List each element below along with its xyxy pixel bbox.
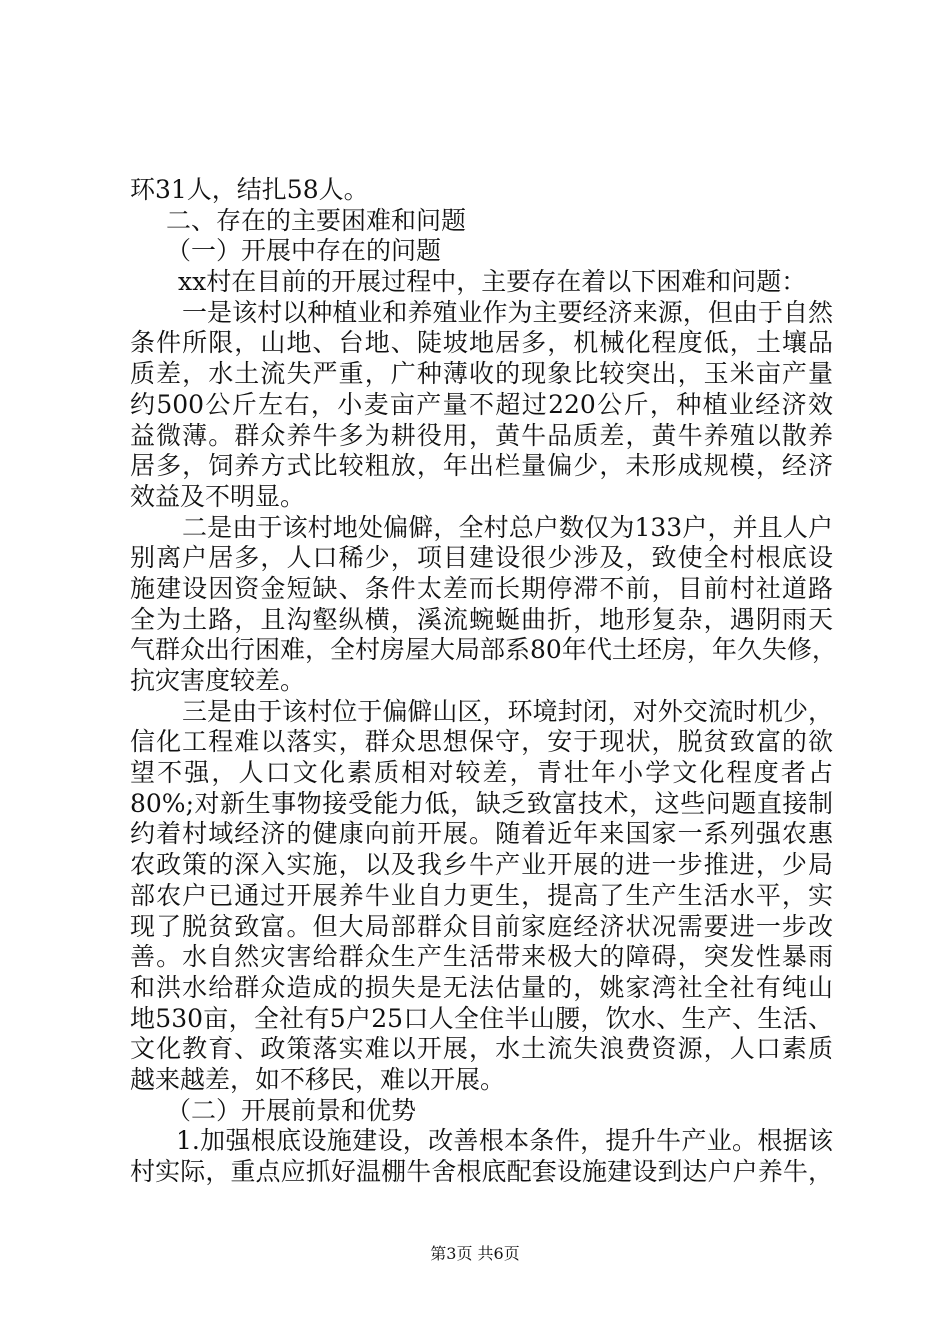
paragraph-line: 施建设因资金短缺、条件太差而长期停滞不前，目前村社道路 xyxy=(130,573,833,603)
problem-2-paragraph xyxy=(130,512,837,697)
paragraph-line: 善。水自然灾害给群众生产生活带来极大的障碍，突发性暴雨 xyxy=(130,942,833,972)
paragraph-line: 别离户居多，人口稀少，项目建设很少涉及，致使全村根底设 xyxy=(130,543,833,573)
paragraph-line: 三是由于该村位于偏僻山区，环境封闭，对外交流时机少， xyxy=(182,696,833,726)
paragraph-line: 环31人，结扎58人。 xyxy=(130,175,369,204)
paragraph-line: 信化工程难以落实，群众思想保守，安于现状，脱贫致富的欲 xyxy=(130,727,833,757)
advantage-1-paragraph xyxy=(130,1126,833,1187)
section-heading-text: 二、存在的主要困难和问题 xyxy=(166,205,467,235)
paragraph-line: 居多，饲养方式比较粗放，年出栏量偏少，未形成规模，经济 xyxy=(130,451,833,481)
paragraph-line: 条件所限，山地、台地、陡坡地居多，机械化程度低，土壤品 xyxy=(130,328,833,358)
paragraph-line: 农政策的深入实施，以及我乡牛产业开展的进一步推进，少局 xyxy=(130,850,833,880)
paragraph-line: 和洪水给群众造成的损失是无法估量的，姚家湾社全社有纯山 xyxy=(130,972,833,1002)
paragraph-line: 约着村域经济的健康向前开展。随着近年来国家一系列强农惠 xyxy=(130,819,833,849)
paragraph-line: 约500公斤左右，小麦亩产量不超过220公斤，种植业经济效 xyxy=(130,389,833,419)
paragraph-line: 地530亩，全社有5户25口人全住半山腰，饮水、生产、生活、 xyxy=(130,1003,833,1033)
subsection-2-heading-text: （二）开展前景和优势 xyxy=(166,1095,417,1125)
paragraph-line: 现了脱贫致富。但大局部群众目前家庭经济状况需要进一步改 xyxy=(130,911,833,941)
paragraph-line: 望不强，人口文化素质相对较差，青壮年小学文化程度者占 xyxy=(130,758,833,788)
page-number-label: 第3页 共6页 xyxy=(430,1244,520,1263)
paragraph-line: 一是该村以种植业和养殖业作为主要经济来源，但由于自然 xyxy=(182,297,833,327)
continued-paragraph xyxy=(130,175,833,206)
document-body xyxy=(130,175,837,1188)
paragraph-line: 抗灾害度较差。 xyxy=(130,666,306,695)
problem-1-paragraph xyxy=(130,298,833,513)
paragraph-line: 效益及不明显。 xyxy=(130,481,306,511)
paragraph-line: 质差，水土流失严重，广种薄收的现象比较突出，玉米亩产量 xyxy=(130,359,833,389)
paragraph-line: 文化教育、政策落实难以开展，水土流失浪费资源，人口素质 xyxy=(130,1034,833,1064)
paragraph-line: 村实际，重点应抓好温棚牛舍根底配套设施建设到达户户养牛， xyxy=(130,1157,833,1186)
paragraph-line: 气群众出行困难，全村房屋大局部系80年代土坯房，年久失修， xyxy=(130,635,837,665)
subsection-2-heading xyxy=(130,1096,833,1127)
paragraph-line: 越来越差，如不移民，难以开展。 xyxy=(130,1064,506,1094)
subsection-1-heading xyxy=(130,236,833,267)
paragraph-line: 部农户已通过开展养牛业自力更生，提高了生产生活水平，实 xyxy=(130,880,833,910)
paragraph-line: 全为土路，且沟壑纵横，溪流蜿蜒曲折，地形复杂，遇阴雨天 xyxy=(130,604,833,634)
paragraph-line: 80%;对新生事物接受能力低，缺乏致富技术，这些问题直接制 xyxy=(130,788,833,818)
page-footer xyxy=(0,1243,950,1265)
subsection-1-heading-text: （一）开展中存在的问题 xyxy=(166,236,442,266)
paragraph-line: 益微薄。群众养牛多为耕役用，黄牛品质差，黄牛养殖以散养 xyxy=(130,420,833,450)
intro-text: xx村在目前的开展过程中，主要存在着以下困难和问题： xyxy=(178,267,807,297)
paragraph-line: 二是由于该村地处偏僻，全村总户数仅为133户，并且人户 xyxy=(182,512,833,542)
section-heading xyxy=(130,206,833,237)
intro-paragraph xyxy=(130,267,833,298)
paragraph-line: 1.加强根底设施建设，改善根本条件，提升牛产业。根据该 xyxy=(176,1126,833,1156)
problem-3-paragraph xyxy=(130,697,833,1096)
